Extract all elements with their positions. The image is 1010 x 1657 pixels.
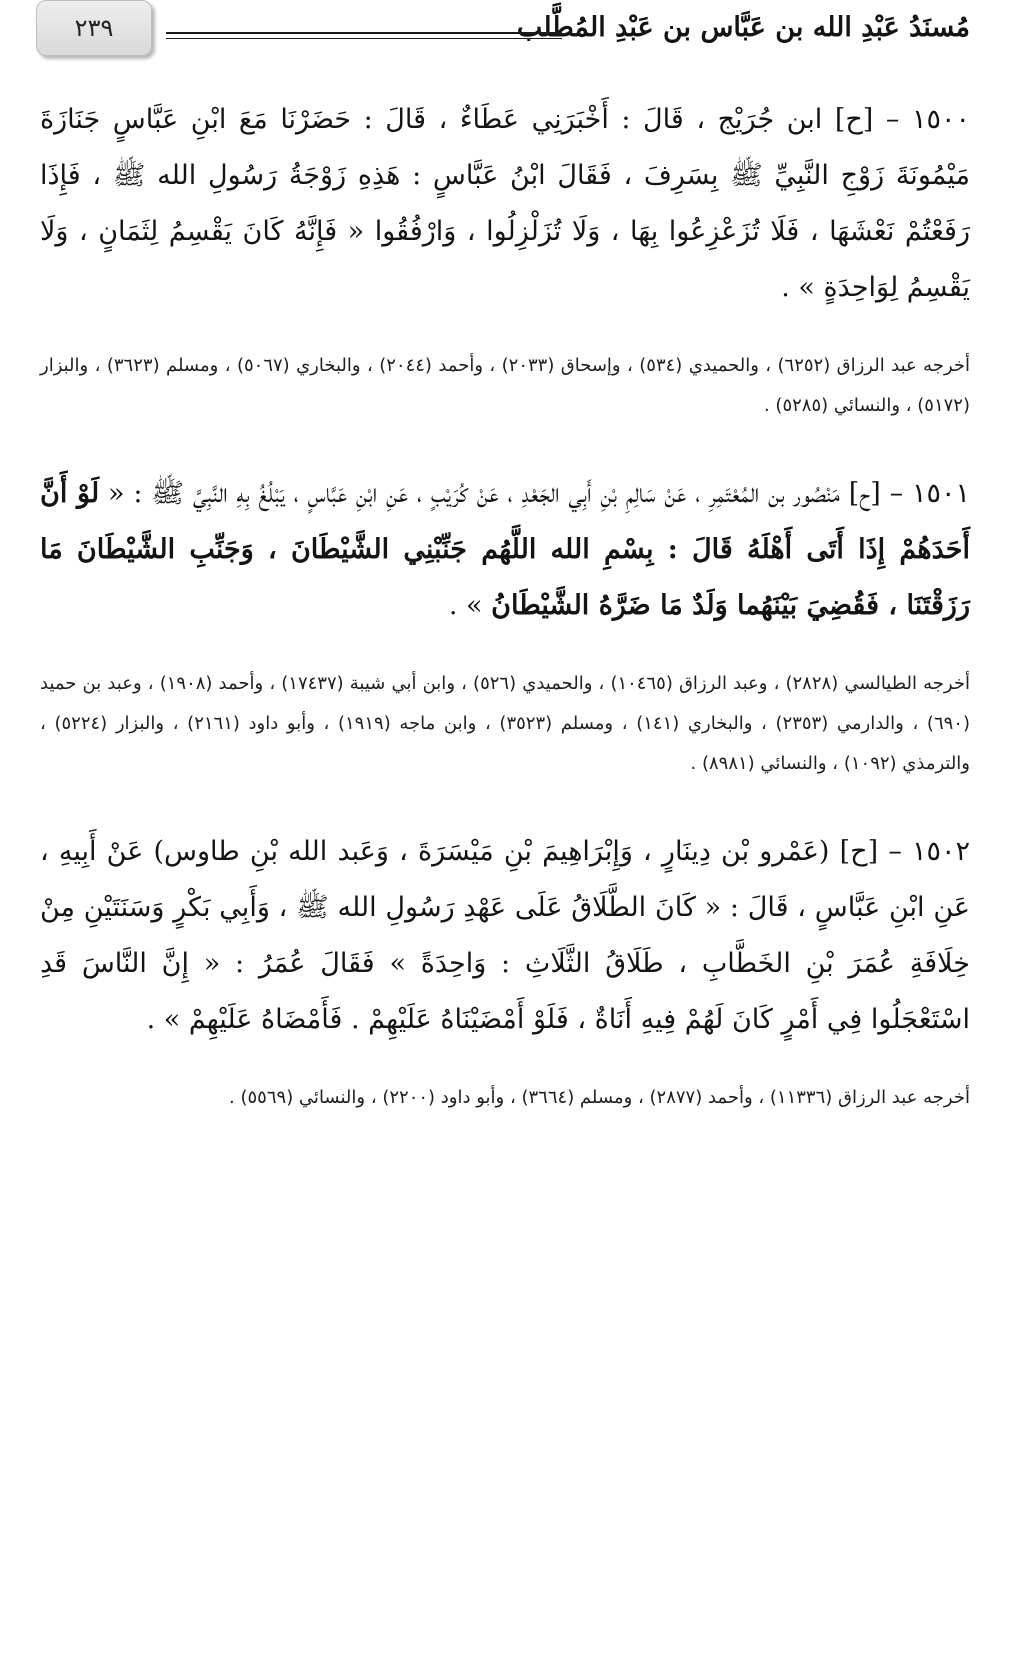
- hadith-text: [40, 466, 970, 634]
- hadith-number: ١٥٠١ –: [889, 478, 971, 509]
- hadith-text: [40, 92, 970, 316]
- takhrij-note: أخرجه عبد الرزاق (١١٣٣٦) ، وأحمد (٢٨٧٧) ، ومسلم (٣٦٦٤) ، وأبو داود (٢٢٠٠) ، والنسائي (٥٥٦٩) .: [229, 1087, 970, 1108]
- hadith-marker: [ح]: [839, 836, 879, 867]
- hadith-marker: [ح]: [834, 104, 874, 135]
- hadith-narration: (عَمْرو بْن دِينَارٍ ، وَإِبْرَاهِيمَ بْنِ مَيْسَرَةَ ، وَعَبد الله بْنِ طاوس) عَنْ أَبِيهِ ، عَنِ ابْنِ عَبَّاسٍ ، قَالَ : « كَانَ الطَّلَاقُ عَلَى عَهْدِ رَسُولِ الله ﷺ ، وَأَبِي بَكْرٍ وَسَنَتَيْنِ مِنْ خِلَافَةِ عُمَرَ بْنِ الخَطَّابِ ، طَلَاقُ الثَّلَاثِ : وَاحِدَةً » فَقَالَ عُمَرُ : « إِنَّ النَّاسَ قَدِ اسْتَعْجَلُوا فِي أَمْرٍ كَانَ لَهُمْ فِيهِ أَنَاةٌ ، فَلَوْ أَمْضَيْنَاهُ عَلَيْهِمْ . فَأَمْضَاهُ عَلَيْهِمْ » .: [40, 836, 970, 1035]
- hadith-text: [40, 824, 970, 1048]
- hadith-marker: [ح]: [848, 478, 881, 509]
- takhrij-note: أخرجه الطيالسي (٢٨٢٨) ، وعبد الرزاق (١٠٤٦٥) ، والحميدي (٥٢٦) ، وابن أبي شيبة (١٧٤٣٧) ، وأحمد (١٩٠٨) ، وعبد بن حميد (٦٩٠) ، والدارمي (٢٣٥٣) ، والبخاري (١٤١) ، ومسلم (٣٥٢٣) ، وابن ماجه (١٩١٩) ، وأبو داود (٢١٦١) ، والبزار (٥٢٢٤) ، والترمذي (١٠٩٢) ، والنسائي (٨٩٨١) .: [40, 673, 970, 774]
- takhrij-note: أخرجه عبد الرزاق (٦٢٥٢) ، والحميدي (٥٣٤) ، وإسحاق (٢٠٣٣) ، وأحمد (٢٠٤٤) ، والبخاري (٥٠٦٧) ، ومسلم (٣٦٢٣) ، والبزار (٥١٧٢) ، والنسائي (٥٢٨٥) .: [40, 355, 970, 416]
- page-content: [40, 92, 970, 1158]
- running-title: مُسنَدُ عَبْدِ الله بن عَبَّاس بن عَبْدِ المُطَّلب: [516, 12, 970, 43]
- hadith-number: ١٥٠٢ –: [888, 836, 970, 867]
- hadith-entry-1502: [40, 824, 970, 1118]
- hadith-number: ١٥٠٠ –: [885, 104, 970, 135]
- page-header: [36, 0, 970, 66]
- page-number: ٢٣٩: [36, 0, 152, 56]
- hadith-narration: ابن جُرَيْج ، قَالَ : أَخْبَرَنِي عَطَاءٌ ، قَالَ : حَضَرْنَا مَعَ ابْنِ عَبَّاسٍ جَنَازَةَ مَيْمُونَةَ زَوْجِ النَّبِيِّ ﷺ بِسَرِفَ ، فَقَالَ ابْنُ عَبَّاسٍ : هَذِهِ زَوْجَةُ رَسُولِ الله ﷺ ، فَإِذَا رَفَعْتُمْ نَعْشَهَا ، فَلَا تُزَعْزِعُوا بِهَا ، وَلَا تُزَلْزِلُوا ، وَارْفُقُوا « فَإِنَّهُ كَانَ يَقْسِمُ لِثَمَانٍ ، وَلَا يَقْسِمُ لِوَاحِدَةٍ » .: [40, 104, 970, 303]
- header-rule: [166, 32, 562, 34]
- prophetic-saying: لَوْ أَنَّ أَحَدَهُمْ إِذَا أَتَى أَهْلَهُ قَالَ : بِسْمِ الله اللَّهُم جَنِّبْنِي الشَّيْطَانَ ، وَجَنِّبِ الشَّيْطَانَ مَا رَزَقْتَنَا ، فَقُضِيَ بَيْنَهُما وَلَدٌ مَا ضَرَّهُ الشَّيْطَانُ: [40, 478, 970, 621]
- hadith-closing: » .: [448, 590, 492, 621]
- hadith-narration: مَنْصُور بن المُعْتَمِرِ ، عَنْ سَالِمِ بْنِ أَبِي الجَعْدِ ، عَنْ كُرَيْبٍ ، عَنِ ابْنِ عَبَّاسٍ ، يَبْلُغُ بِهِ النَّبِيَّ ﷺ : «: [99, 478, 840, 509]
- hadith-entry-1501: [40, 466, 970, 784]
- hadith-entry-1500: [40, 92, 970, 426]
- header-rule-thin: [166, 38, 562, 39]
